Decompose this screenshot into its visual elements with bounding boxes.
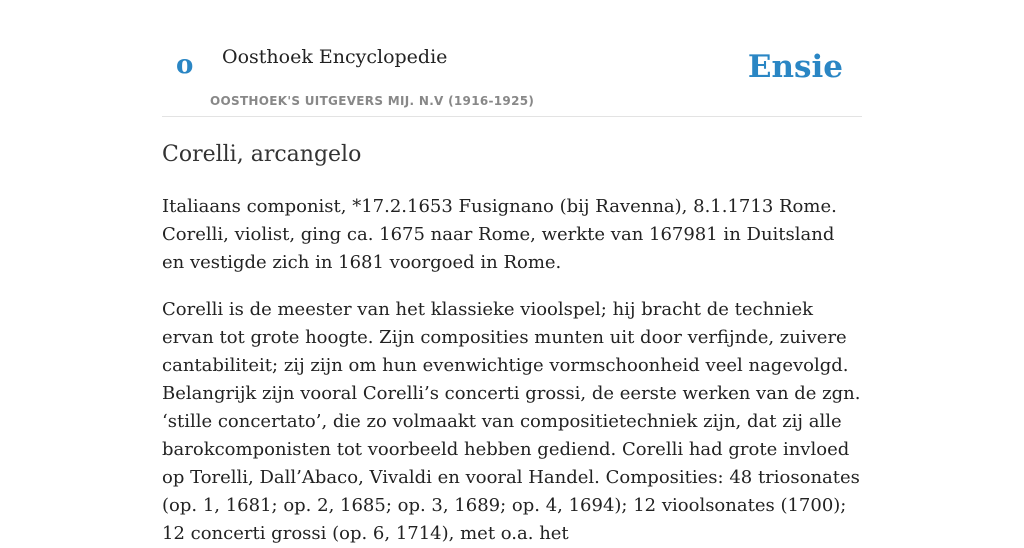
site-logo[interactable]: o [176, 50, 194, 80]
publisher-subtitle: OOSTHOEK'S UITGEVERS MIJ. N.V (1916-1925) [210, 94, 535, 108]
entry-title: Corelli, arcangelo [162, 142, 362, 167]
page-container [162, 0, 862, 548]
entry-paragraph: Italiaans componist, *17.2.1653 Fusignano (bij Ravenna), 8.1.1713 Rome. Corelli, violist, ging ca. 1675 naar Rome, werkte van 167981 in Duitsland en vestigde zich in 1681 voorgoed in Rome. [162, 195, 837, 273]
site-header [162, 0, 862, 117]
entry-paragraph: Corelli is de meester van het klassieke vioolspel; hij bracht de techniek ervan tot grote hoogte. Zijn composities munten uit door verfijnde, zuivere cantabiliteit; zij zijn om hun evenwichtige vormschoonheid veel nagevolgd. Belangrijk zijn vooral Corelli’s concerti grossi, de eerste werken van de zgn. ‘stille concertato’, die zo volmaakt van compositietechniek zijn, dat zij alle barokcomponisten tot voorbeeld hebben gediend. Corelli had grote invloed op Torelli, Dall’Abaco, Vivaldi en vooral Handel. Composities: 48 triosonates (op. 1, 1681; op. 2, 1685; op. 3, 1689; op. 4, 1694); 12 vioolsonates (1700); 12 concerti grossi (op. 6, 1714), met o.a. het [162, 298, 861, 544]
site-title[interactable]: Oosthoek Encyclopedie [222, 46, 448, 68]
brand-link[interactable]: Ensie [747, 49, 843, 85]
